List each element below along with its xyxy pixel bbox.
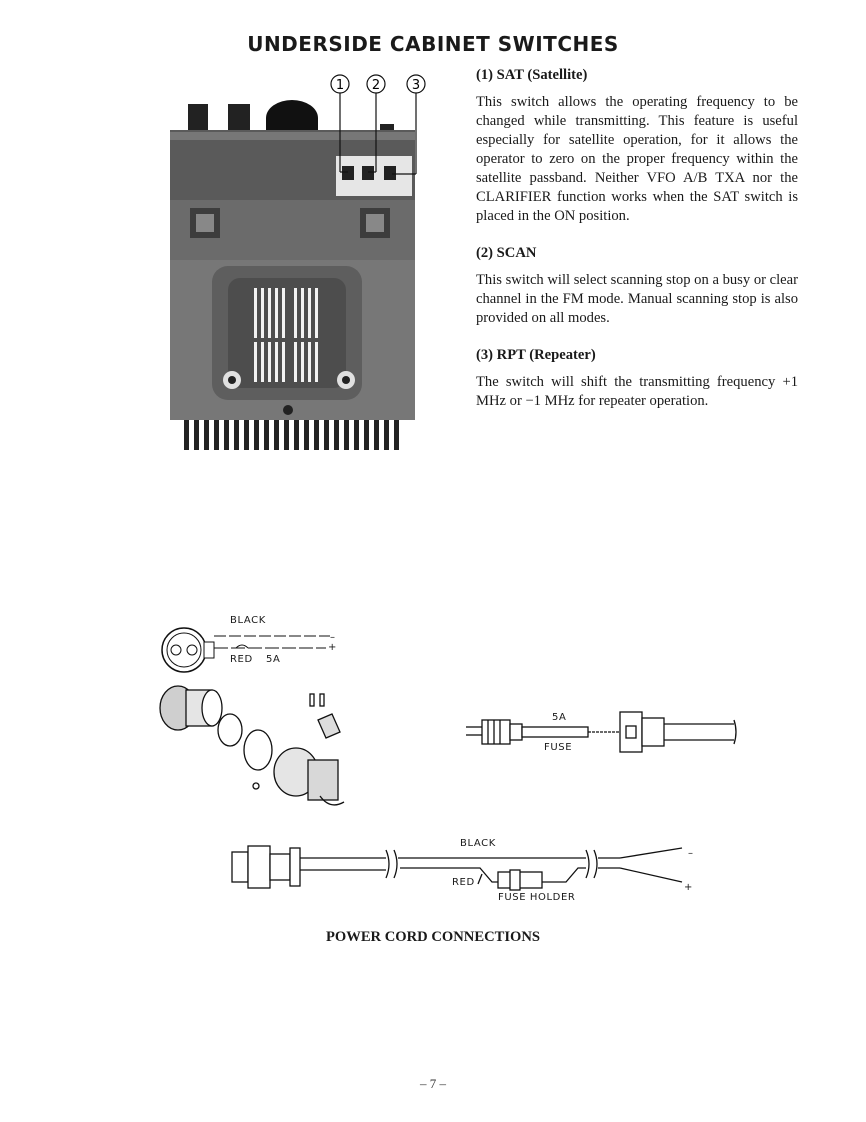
svg-text:+: + <box>684 882 693 893</box>
svg-text:3: 3 <box>411 78 421 93</box>
connector-face <box>162 615 337 672</box>
plug-assembly <box>160 686 344 805</box>
svg-text:2: 2 <box>371 78 381 93</box>
callout-2 <box>367 75 385 93</box>
svg-text:–: – <box>688 848 694 859</box>
svg-text:1: 1 <box>335 78 345 93</box>
svg-text:5A: 5A <box>552 712 567 723</box>
svg-text:RED: RED <box>230 654 253 665</box>
power-cord-assembly <box>232 838 694 903</box>
callout-1 <box>331 75 349 93</box>
section-title: (3) RPT (Repeater) <box>476 347 596 363</box>
radio-underside-photo <box>170 72 430 452</box>
section-sat <box>476 66 798 226</box>
section-rpt <box>476 346 798 411</box>
svg-text:5A: 5A <box>266 654 281 665</box>
section-body: This switch allows the operating frequency to be changed while transmitting. This feature is useful especially for satellite operation, for it allows the operator to zero on the proper frequency within the satellite passband. Neither VFO A/B TXA nor the CLARIFIER function works when the SAT switch is placed in the ON position. <box>476 94 798 224</box>
heatsink-fins <box>184 420 399 450</box>
page-number: – 7 – <box>420 1076 446 1091</box>
svg-text:FUSE: FUSE <box>544 742 573 753</box>
svg-text:+: + <box>328 642 337 653</box>
section-scan <box>476 244 798 328</box>
callout-3 <box>407 75 425 93</box>
svg-text:FUSE HOLDER: FUSE HOLDER <box>498 892 576 903</box>
svg-text:RED: RED <box>452 877 475 888</box>
fuse-assembly <box>466 712 736 753</box>
section-title: (2) SCAN <box>476 245 537 261</box>
section-body: The switch will shift the transmitting frequency +1 MHz or −1 MHz for repeater operation. <box>476 374 798 409</box>
svg-text:–: – <box>330 632 336 643</box>
svg-text:BLACK: BLACK <box>460 838 496 849</box>
section-title: (1) SAT (Satellite) <box>476 67 588 83</box>
svg-text:BLACK: BLACK <box>230 615 266 626</box>
diagram-caption: POWER CORD CONNECTIONS <box>325 929 541 945</box>
switch-descriptions <box>476 66 798 429</box>
power-cord-diagram <box>0 600 866 910</box>
page-title: UNDERSIDE CABINET SWITCHES <box>247 32 619 56</box>
section-body: This switch will select scanning stop on a busy or clear channel in the FM mode. Manual scanning stop is also provided on all modes. <box>476 272 798 326</box>
